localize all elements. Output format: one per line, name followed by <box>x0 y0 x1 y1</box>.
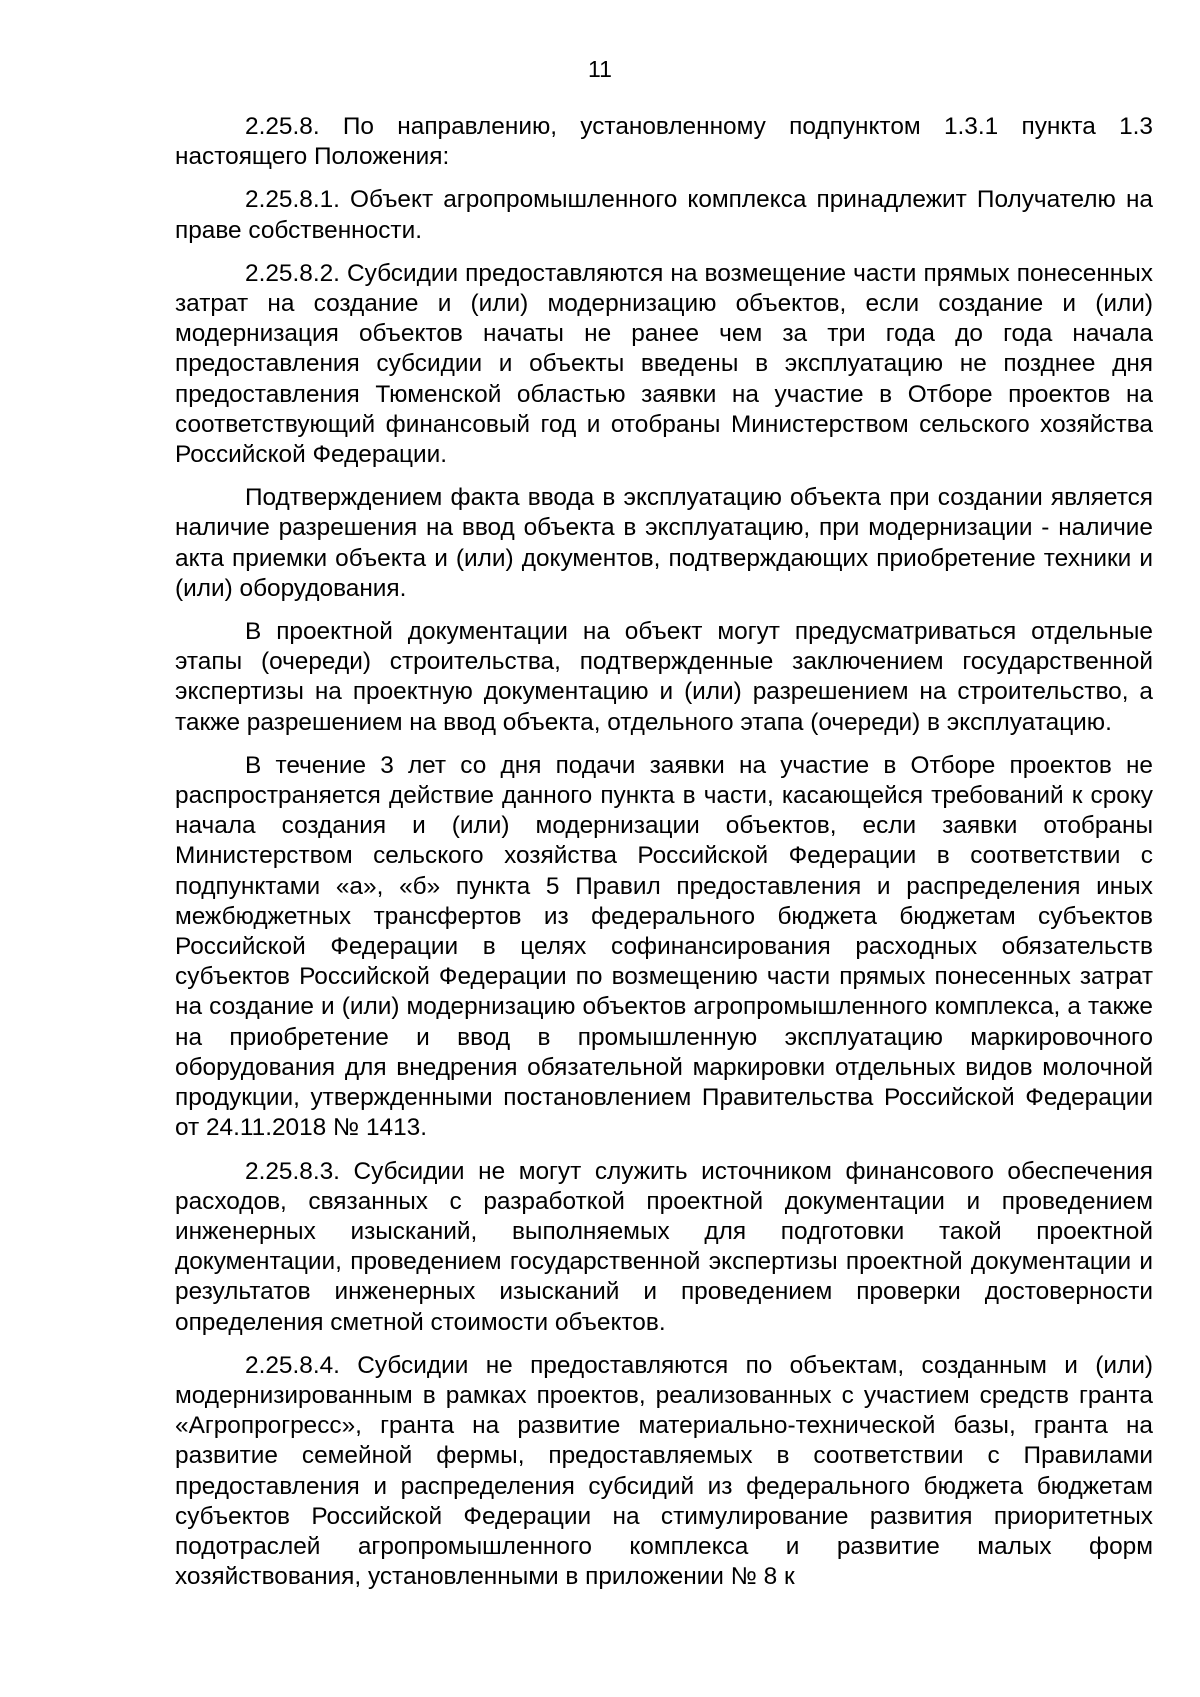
paragraph-2-25-8-3: 2.25.8.3. Субсидии не могут служить источником финансового обеспечения расходов, связанных с разработкой проектной документации и проведением инженерных изысканий, выполняемых для подготовки такой проектной документации, проведением государственной экспертизы проектной документации и результатов инженерных изысканий и проведением проверки достоверности определения сметной стоимости объектов. <box>175 1157 1153 1336</box>
paragraph-project-documentation-stages: В проектной документации на объект могут предусматриваться отдельные этапы (очереди) строительства, подтвержденные заключением государственной экспертизы на проектную документацию и (или) разрешением на строительство, а также разрешением на ввод объекта, отдельного этапа (очереди) в эксплуатацию. <box>175 618 1153 736</box>
page-number: 11 <box>588 56 612 82</box>
paragraph-2-25-8: 2.25.8. По направлению, установленному подпунктом 1.3.1 пункта 1.3 настоящего Положения: <box>175 113 1153 171</box>
paragraph-2-25-8-4: 2.25.8.4. Субсидии не предоставляются по объектам, созданным и (или) модернизированным в рамках проектов, реализованных с участием средств гранта «Агропрогресс», гранта на развитие материально-технической базы, гранта на развитие семейной фермы, предоставляемых в соответствии с Правилами предоставления и распределения субсидий из федерального бюджета бюджетам субъектов Российской Федерации на стимулирование развития приоритетных подотраслей агропромышленного комплекса и развитие малых форм хозяйствования, установленными в приложении № 8 к <box>175 1351 1153 1591</box>
paragraph-2-25-8-2: 2.25.8.2. Субсидии предоставляются на возмещение части прямых понесенных затрат на создание и (или) модернизацию объектов, если создание и (или) модернизация объектов начаты не ранее чем за три года до года начала предоставления субсидии и объекты введены в эксплуатацию не позднее дня предоставления Тюменской областью заявки на участие в Отборе проектов на соответствующий финансовый год и отобраны Министерством сельского хозяйства Российской Федерации. <box>175 259 1153 469</box>
paragraph-commissioning-confirmation: Подтверждением факта ввода в эксплуатацию объекта при создании является наличие разрешения на ввод объекта в эксплуатацию, при модернизации - наличие акта приемки объекта и (или) документов, подтверждающих приобретение техники и (или) оборудования. <box>175 484 1153 602</box>
paragraph-2-25-8-1: 2.25.8.1. Объект агропромышленного комплекса принадлежит Получателю на праве собственности. <box>175 186 1153 244</box>
document-body <box>175 112 1153 1592</box>
paragraph-three-year-exception: В течение 3 лет со дня подачи заявки на участие в Отборе проектов не распространяется действие данного пункта в части, касающейся требований к сроку начала создания и (или) модернизации объектов, если заявки отобраны Министерством сельского хозяйства Российской Федерации в соответствии с подпунктами «а», «б» пункта 5 Правил предоставления и распределения иных межбюджетных трансфертов из федерального бюджета бюджетам субъектов Российской Федерации в целях софинансирования расходных обязательств субъектов Российской Федерации по возмещению части прямых понесенных затрат на создание и (или) модернизацию объектов агропромышленного комплекса, а также на приобретение и ввод в промышленную эксплуатацию маркировочного оборудования для внедрения обязательной маркировки отдельных видов молочной продукции, утвержденными постановлением Правительства Российской Федерации от 24.11.2018 № 1413. <box>175 751 1153 1142</box>
